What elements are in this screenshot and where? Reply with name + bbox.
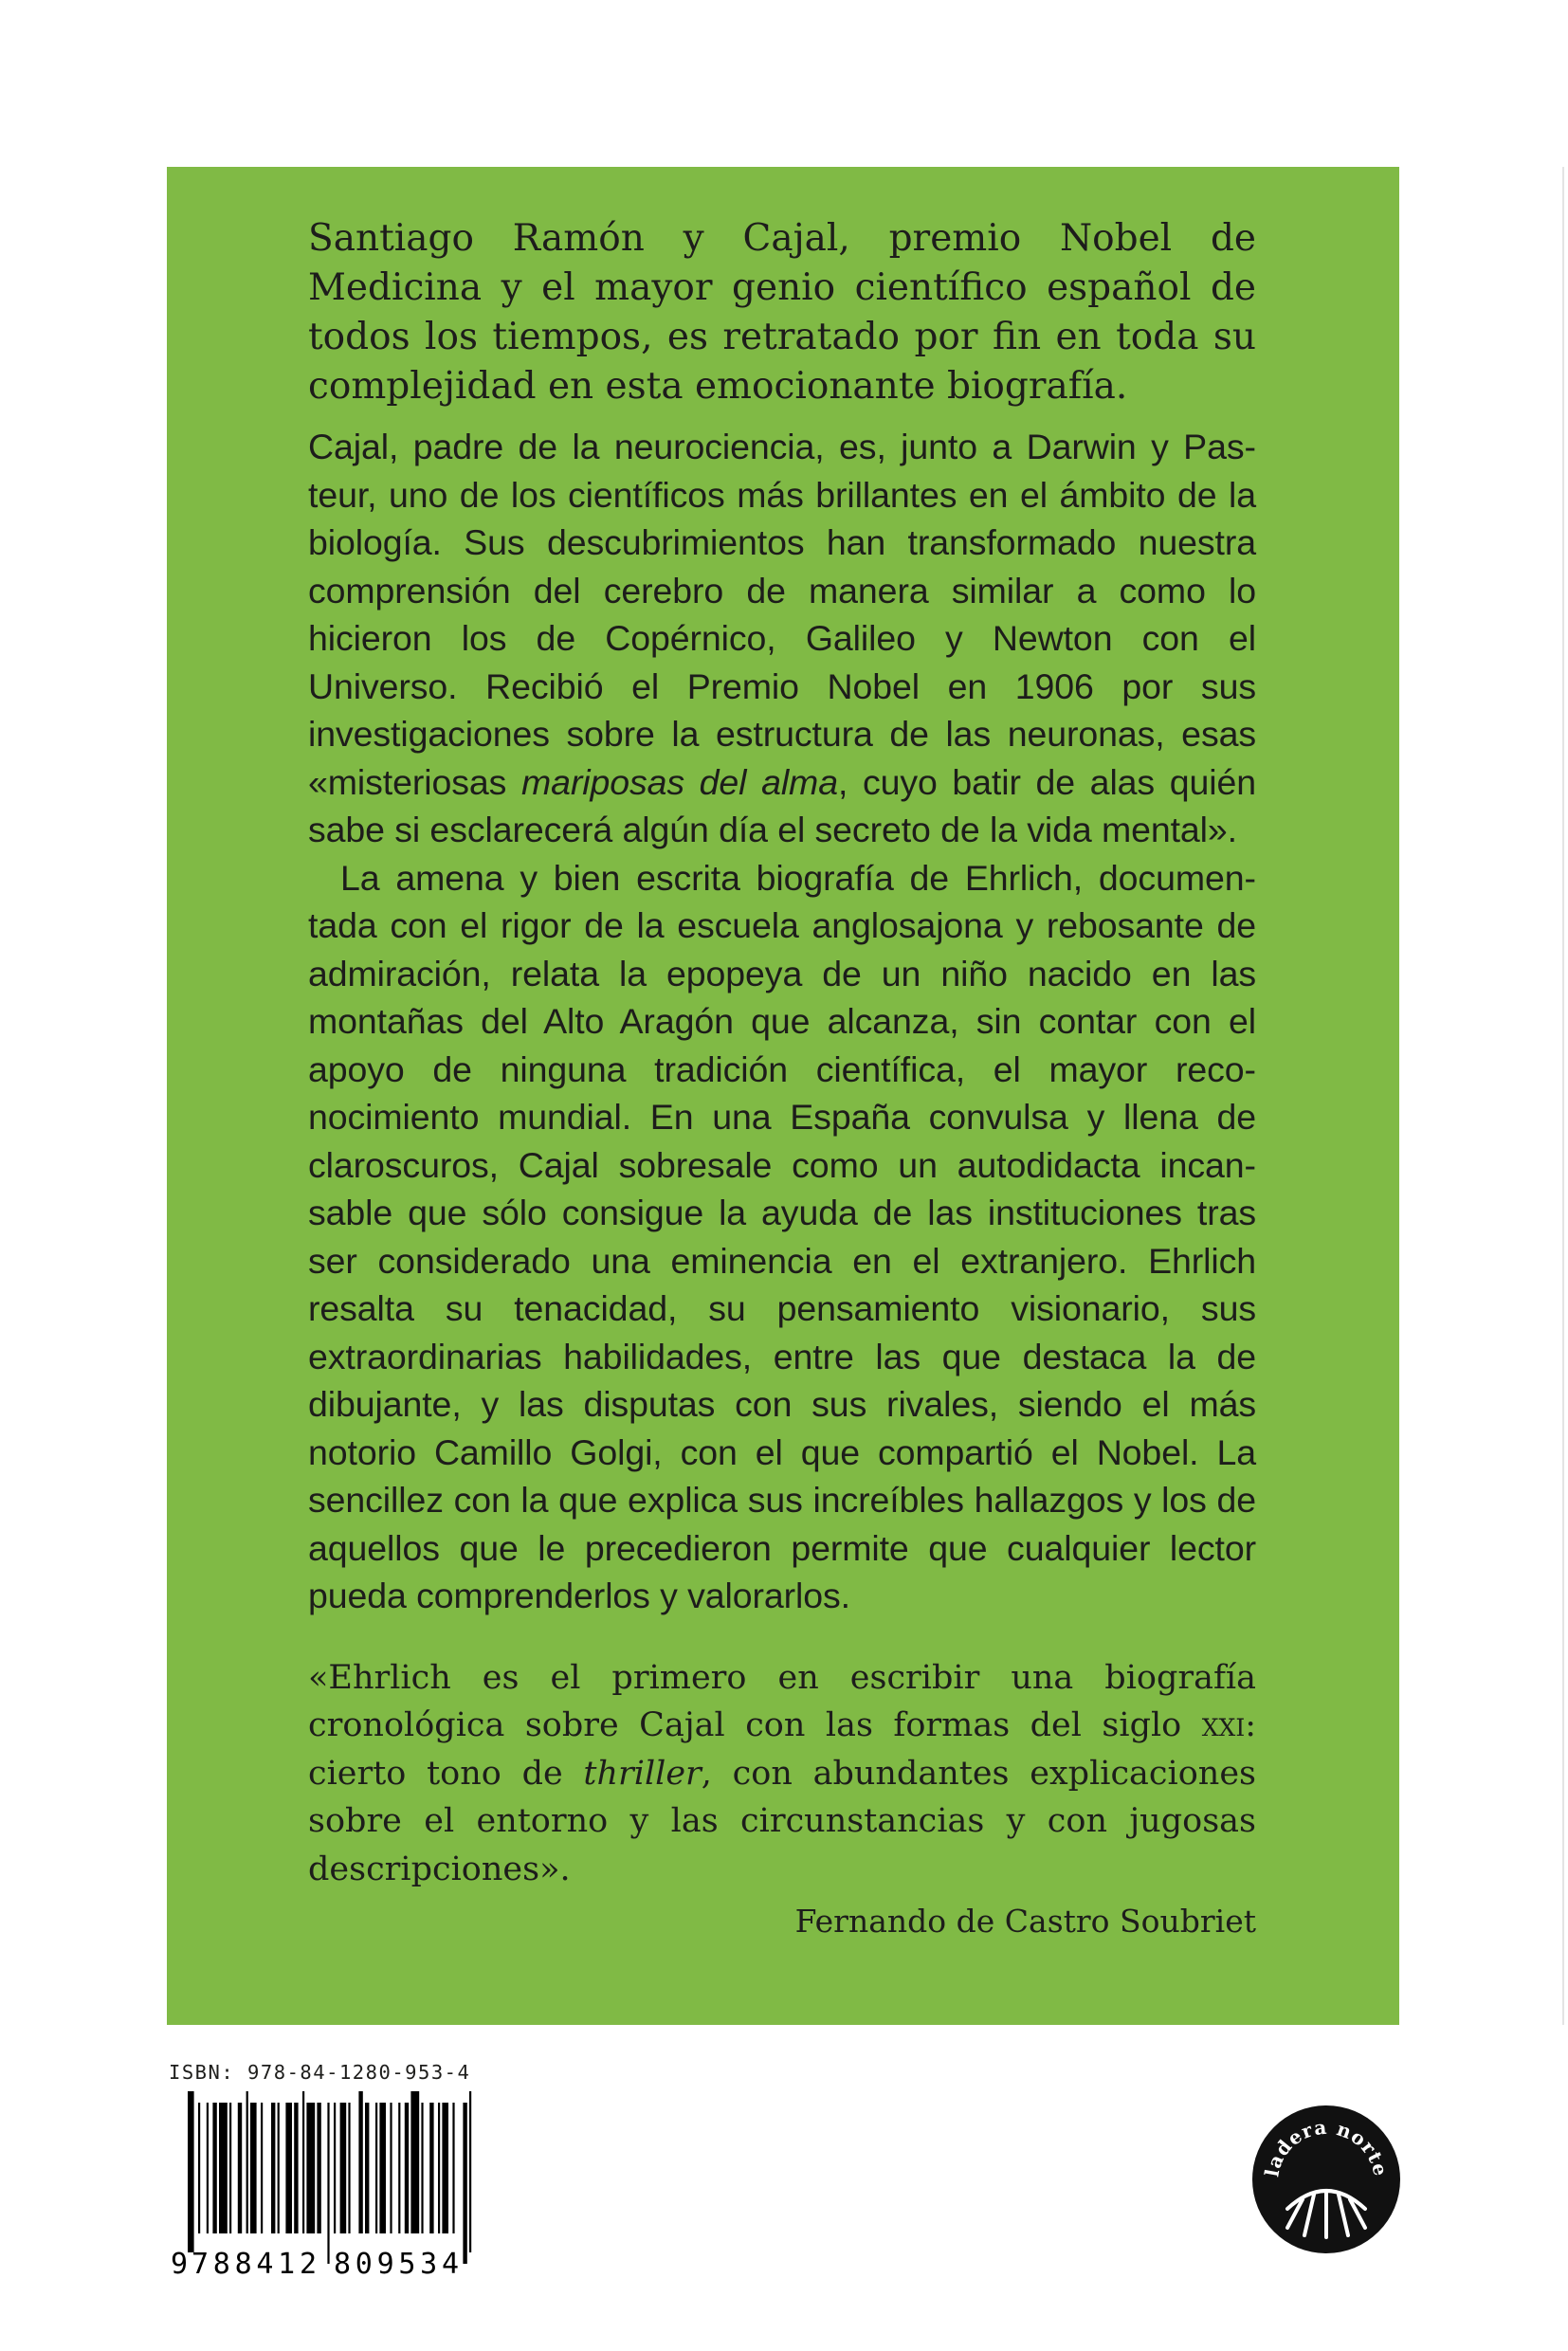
barcode-bar xyxy=(375,2103,377,2233)
barcode-bar xyxy=(348,2103,350,2233)
barcode-bar xyxy=(261,2103,263,2233)
barcode-bar xyxy=(442,2103,448,2233)
barcode-bars xyxy=(188,2091,471,2264)
back-cover-panel xyxy=(167,167,1399,2025)
barcode-bar xyxy=(379,2103,386,2233)
barcode-bar xyxy=(452,2103,454,2233)
body-paragraph-1-text-end: , cuyo batir de alas quién sabe si esclarecerá algún día el secreto de la vida mental». xyxy=(308,761,1256,849)
isbn-label: ISBN: 978-84-1280-953-4 xyxy=(169,2061,471,2084)
barcode-bar xyxy=(278,2103,280,2233)
barcode-bar xyxy=(398,2103,400,2233)
review-quote-text: «Ehrlich es el primero en escribir una biografía cronológica sobre Cajal con las formas del siglo xyxy=(308,1658,1256,1744)
barcode-bar xyxy=(250,2103,257,2233)
barcode-bar xyxy=(306,2103,315,2233)
barcode-bar xyxy=(421,2103,423,2233)
ladera-norte-logo xyxy=(1251,2105,1401,2254)
barcode-bar xyxy=(229,2103,231,2233)
barcode-bar xyxy=(246,2091,248,2233)
quote-author: Fernando de Castro Soubriet xyxy=(794,1903,1256,1940)
barcode-bar xyxy=(340,2103,347,2233)
review-quote-century: xxi xyxy=(1201,1706,1246,1744)
barcode-bar xyxy=(317,2103,320,2233)
barcode-bar xyxy=(358,2091,362,2233)
body-paragraph-1-italic: mariposas del alma xyxy=(520,761,838,802)
barcode-bar xyxy=(238,2103,242,2233)
barcode-bar xyxy=(469,2091,471,2252)
body-paragraph-1-text: Cajal, padre de la neurociencia, es, junto a Darwin y Pasteur, uno de los científicos más brillantes en el ámbito de la biología. Sus descubrimientos han transformado nuestra comprensión del cerebro de manera similar a como lo hicieron los de Copérnico, Galileo y Newton con el Universo. Recibió el Premio Nobel en 1906 por sus investigaciones sobre la estructura de las neuronas, esas «misteriosas xyxy=(308,427,1256,802)
barcode-bar xyxy=(429,2103,433,2233)
review-quote xyxy=(308,1654,1256,1894)
barcode-bar xyxy=(207,2103,209,2233)
body-paragraph-1 xyxy=(308,423,1256,854)
barcode-bar xyxy=(188,2091,194,2252)
logo-wordmark: ladera norte xyxy=(1260,2115,1393,2179)
isbn-barcode xyxy=(169,2086,482,2275)
spine-guide-line xyxy=(1562,167,1564,2025)
barcode-bar xyxy=(285,2103,292,2233)
barcode-bar xyxy=(334,2103,336,2233)
barcode-bar xyxy=(405,2103,409,2233)
barcode-bar xyxy=(390,2103,392,2233)
barcode-bar xyxy=(410,2091,419,2233)
review-quote-italic: thriller xyxy=(583,1754,702,1793)
barcode-bar xyxy=(219,2103,228,2233)
barcode-bar xyxy=(212,2103,216,2233)
blurb-column xyxy=(308,214,1256,1944)
barcode-bar xyxy=(463,2103,466,2264)
review-quote-text-2: : cierto tono de xyxy=(308,1706,1256,1793)
barcode-bar xyxy=(438,2103,440,2233)
barcode-bar xyxy=(302,2091,304,2233)
barcode-bar xyxy=(198,2103,200,2233)
lead-paragraph: Santiago Ramón y Cajal, premio Nobel de Medicina y el mayor genio científico español de todos los tiempos, es retratado por fin en toda su complejidad en esta emocionante biografía. xyxy=(308,217,1256,408)
review-quote-text-3: , con abundantes explicaciones sobre el entorno y las circunstancias y con jugosas descripciones». xyxy=(308,1754,1257,1888)
barcode-bar xyxy=(294,2103,298,2233)
barcode-bar xyxy=(271,2103,275,2233)
barcode-left-digits: 788412 xyxy=(191,2248,317,2275)
body-paragraph-2: La amena y bien escrita biografía de Ehrlich, documentada con el rigor de la escuela anglosajona y rebosante de admiración, relata la epopeya de un niño nacido en las montañas del Alto Aragón que alcanza, sin contar con el apoyo de ninguna tradición científica, el mayor reconocimiento mundial. En una España convulsa y llena de claroscuros, Cajal sobresale como un autodidacta incansable que sólo consigue la ayuda de las instituciones tras ser considerado una eminencia en el extranjero. Ehrlich resalta su tenacidad, su pensamiento visionario, sus extraordinarias habilidades, entre las que destaca la de dibujante, y las disputas con sus rivales, siendo el más notorio Camillo Golgi, con el que compartió el Nobel. La sencillez con la que explica sus increíbles hallazgos y los de aquellos que le precedieron permite que cualquier lector pueda comprenderlos y valorarlos. xyxy=(308,857,1256,1615)
barcode-bar xyxy=(365,2103,369,2233)
barcode-first-digit: 9 xyxy=(171,2248,189,2275)
barcode-bar xyxy=(327,2103,329,2264)
barcode-right-digits: 809534 xyxy=(334,2248,459,2275)
